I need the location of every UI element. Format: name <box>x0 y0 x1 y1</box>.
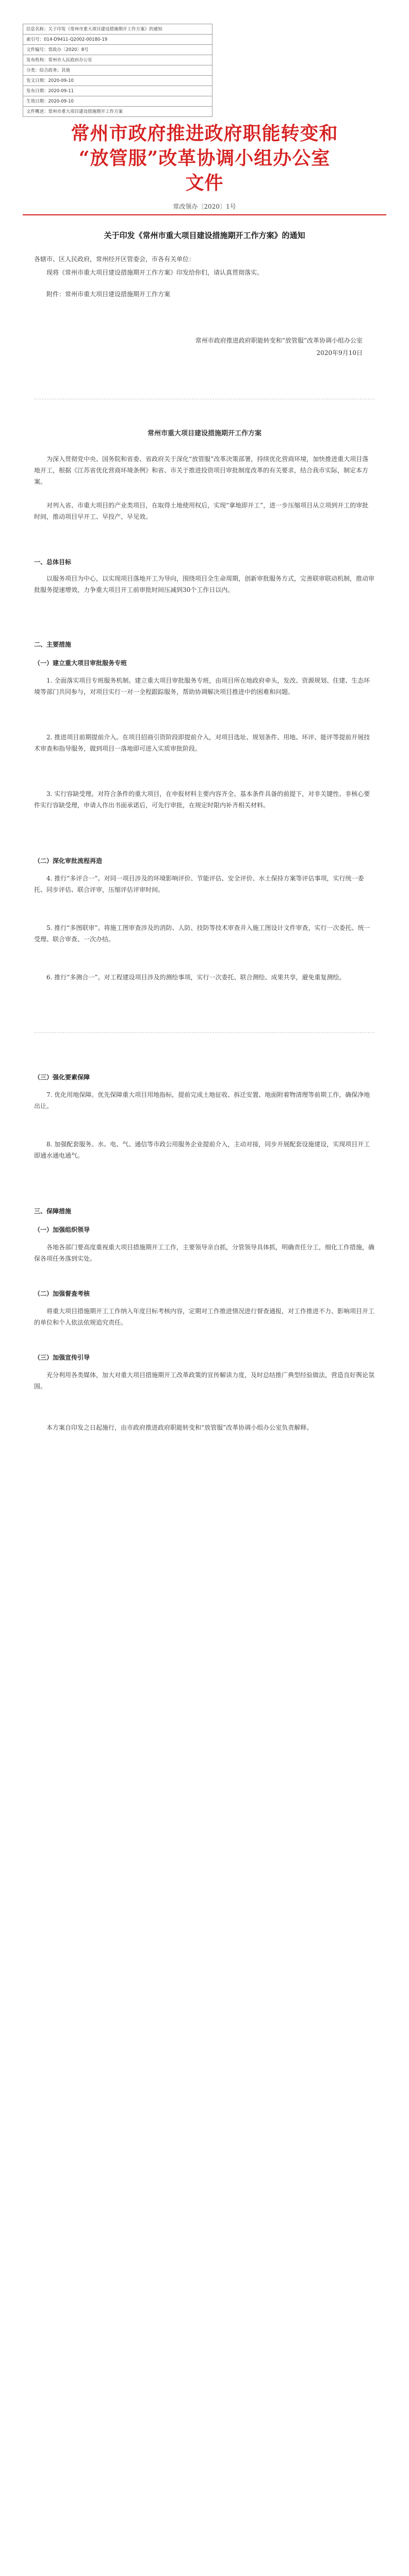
meta-cell: 发布机构：常州市人民政府办公室 <box>23 55 212 65</box>
body-paragraph: 将重大项目措施期开工工作纳入年度目标考核内容，定期对工作推进情况进行督查通报，对工作推进不力、影响项目开工的单位和个人依法依规追究责任。 <box>34 1308 375 1326</box>
body-paragraph: 以服务项目为中心，以实现项目落地开工为导向，围绕项目全生命周期，创新审批服务方式，完善联审联动机制，推动审批服务提速增效，力争重大项目开工前审批时间压减到30个工作日以内。 <box>34 575 375 594</box>
meta-row <box>23 35 212 45</box>
subsection-heading: （一）建立重大项目审批服务专班 <box>34 659 127 667</box>
metadata-table <box>23 24 212 117</box>
subsection-heading: （三）强化要素保障 <box>34 1074 90 1081</box>
attachment-line: 附件：常州市重大项目建设措施期开工作方案 <box>46 291 171 298</box>
doc-header-title-line2: “放管服”改革协调小组办公室 <box>78 147 331 169</box>
body-paragraph: 4. 推行“多评合一”。对同一项目涉及的环境影响评价、节能评估、安全评价、水土保持方案等评估事项，实行统一委托、同步评估、联合评审，压缩评估评审时间。 <box>34 875 364 893</box>
body-paragraph: 5. 推行“多图联审”。将施工图审查涉及的消防、人防、技防等技术审查并入施工图设计文件审查，实行一次委托、统一受理、联合审查、一次办结。 <box>34 924 370 943</box>
meta-row <box>23 86 212 96</box>
meta-cell: 文件概述：常州市重大项目建设措施期开工作方案 <box>23 107 212 117</box>
body-paragraph: 对列入省、市重大项目的产业类项目，在取得土地使用权后，实现“拿地即开工”，进一步压缩项目从立项到开工的审批时间，推动项目早开工、早投产、早见效。 <box>34 502 369 520</box>
doc-number: 常改领办〔2020〕1号 <box>173 203 236 210</box>
doc-header-title-line3: 文件 <box>185 172 224 194</box>
body-paragraph: 2. 推进项目前期提前介入。在项目招商引资阶段即提前介入，对项目选址、规划条件、用地、环评、能评等提前开展技术审查和指导服务，做到项目一落地即可进入实质审批阶段。 <box>34 734 370 752</box>
intro-paragraph: 现将《常州市重大项目建设措施期开工作方案》印发给你们，请认真贯彻落实。 <box>46 269 264 276</box>
signature-org: 常州市政府推进政府职能转变和“放管服”改革协调小组办公室 <box>195 337 363 344</box>
meta-cell: 分类：综合政务；其他 <box>23 65 212 76</box>
body-paragraph: 充分利用各类媒体，加大对重大项目措施期开工改革政策的宣传解读力度，及时总结推广典型经验做法，营造良好舆论氛围。 <box>34 1371 375 1390</box>
document-body-title: 常州市重大项目建设措施期开工作方案 <box>147 430 261 437</box>
salutation: 各辖市、区人民政府，常州经开区管委会，市各有关单位： <box>34 256 195 263</box>
body-paragraph: 6. 推行“多测合一”。对工程建设项目涉及的测绘事项，实行一次委托、联合测绘、成果共享，避免重复测绘。 <box>46 974 346 981</box>
page-break-line <box>34 392 374 399</box>
section-heading: 三、保障措施 <box>34 1208 72 1215</box>
subsection-heading: （二）加强督查考核 <box>34 1290 90 1297</box>
notice-title: 关于印发《常州市重大项目建设措施期开工作方案》的通知 <box>104 231 305 240</box>
meta-row <box>23 24 212 35</box>
subsection-heading: （一）加强组织领导 <box>34 1226 90 1233</box>
meta-row <box>23 76 212 86</box>
body-paragraph: 为深入贯彻党中央、国务院和省委、省政府关于深化“放管服”改革决策部署，持续优化营商环境，加快推进重大项目落地开工，根据《江苏省优化营商环境条例》和省、市关于推进投资项目审批制度改革的有关要求，结合我市实际，制定本方案。 <box>34 455 369 485</box>
subsection-heading: （三）加强宣传引导 <box>34 1354 90 1361</box>
meta-row <box>23 65 212 76</box>
subsection-heading: （二）深化审批流程再造 <box>34 857 103 865</box>
closing-paragraph: 本方案自印发之日起施行，由市政府推进政府职能转变和“放管服”改革协调小组办公室负责解释。 <box>46 1424 313 1431</box>
meta-cell: 发文日期：2020-09-10 <box>23 76 212 86</box>
signature-date: 2020年9月10日 <box>316 349 363 357</box>
section-heading: 一、总体目标 <box>34 558 72 566</box>
section-heading: 二、主要措施 <box>34 641 72 648</box>
meta-cell: 信息名称：关于印发《常州市重大项目建设措施期开工作方案》的通知 <box>23 24 212 35</box>
red-separator-line <box>23 214 386 215</box>
body-paragraph: 7. 优化用地保障。优先保障重大项目用地指标，提前完成土地征收、拆迁安置、地面附着物清理等前期工作，确保净地出让。 <box>34 1091 370 1110</box>
body-paragraph: 1. 全面落实项目专班服务机制。建立重大项目审批服务专班，由项目所在地政府牵头，发改、资源规划、住建、生态环境等部门共同参与，对项目实行一对一全程跟踪服务，帮助协调解决项目推进中的困难和问题。 <box>34 677 370 696</box>
meta-cell: 发布日期：2020-09-11 <box>23 86 212 96</box>
meta-row <box>23 96 212 107</box>
meta-cell: 索引号：014-D9411-Q2002-00180-19 <box>23 35 212 45</box>
body-paragraph: 3. 实行容缺受理。对符合条件的重大项目，在申报材料主要内容齐全、基本条件具备的前提下，对非关键性、非核心要件实行容缺受理，申请人作出书面承诺后，可先行审批，在规定时限内补齐相关材料。 <box>34 790 370 809</box>
meta-row <box>23 45 212 55</box>
body-paragraph: 8. 加强配套服务。水、电、气、通信等市政公用服务企业提前介入，主动对接，同步开展配套设施建设，实现项目开工即通水通电通气。 <box>34 1141 370 1159</box>
doc-header-title-line1: 常州市政府推进政府职能转变和 <box>71 123 338 144</box>
body-paragraph: 各地各部门要高度重视重大项目措施期开工工作，主要领导亲自抓，分管领导具体抓，明确责任分工，细化工作措施，确保各项任务落到实处。 <box>34 1244 375 1262</box>
meta-row <box>23 55 212 65</box>
meta-cell: 生效日期：2020-09-10 <box>23 96 212 107</box>
meta-row <box>23 107 212 117</box>
page-break-line <box>34 1025 374 1033</box>
meta-cell: 文件编号：常政办〔2020〕8号 <box>23 45 212 55</box>
